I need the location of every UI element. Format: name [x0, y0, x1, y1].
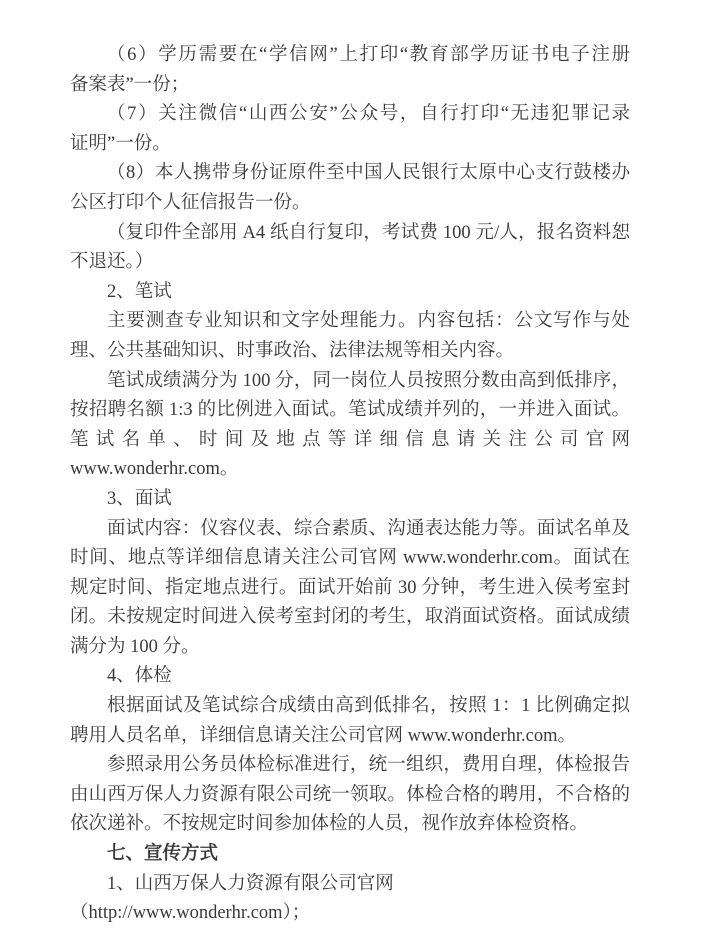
text-line: 证明”一份。: [70, 133, 171, 154]
text-line: 公区打印个人征信报告一份。: [70, 192, 311, 213]
text-line: （6）学历需要在“学信网”上打印“教育部学历证书电子注册: [107, 45, 630, 65]
text-line: 参照录用公务员体检标准进行，统一组织，费用自理，体检报告: [107, 755, 630, 776]
text-line: （复印件全部用 A4 纸自行复印，考试费 100 元/人，报名资料恕: [107, 222, 630, 243]
text-line: 笔试成绩满分为 100 分，同一岗位人员按照分数由高到低排序，: [107, 370, 630, 391]
text-line: （8）本人携带身份证原件至中国人民银行太原中心支行鼓楼办: [107, 163, 630, 184]
text-line: 根据面试及笔试综合成绩由高到低排名，按照 1：1 比例确定拟: [107, 696, 630, 717]
heading-physical-exam: 4、体检: [107, 666, 172, 687]
text-line: 主要测查专业知识和文字处理能力。内容包括：公文写作与处: [107, 311, 630, 332]
text-line: 理、公共基础知识、时事政治、法律法规等相关内容。: [70, 340, 515, 361]
text-line: 时间、地点等详细信息请关注公司官网 www.wonderhr.com。面试在: [70, 548, 630, 569]
text-line: 聘用人员名单，详细信息请关注公司官网 www.wonderhr.com。: [70, 725, 576, 746]
text-line: 由山西万保人力资源有限公司统一领取。体检合格的聘用，不合格的: [70, 784, 630, 805]
heading-written-test: 2、笔试: [107, 281, 172, 302]
heading-interview: 3、面试: [107, 488, 172, 509]
text-line: （7）关注微信“山西公安”公众号，自行打印“无违犯罪记录: [107, 104, 630, 125]
company-website-url: www.wonderhr.com。: [70, 459, 239, 480]
text-line: 备案表”一份；: [70, 74, 190, 95]
company-website-full-url: （http://www.wonderhr.com）；: [70, 903, 311, 924]
heading-publicity-method: 七、宣传方式: [107, 844, 219, 865]
text-line: 满分为 100 分。: [70, 636, 200, 657]
text-line: 笔试名单、时间及地点等详细信息请关注公司官网: [70, 429, 630, 450]
text-line: 面试内容：仪容仪表、综合素质、沟通表达能力等。面试名单及: [107, 518, 630, 539]
text-line: 不退还。）: [70, 252, 154, 273]
text-line: 规定时间、指定地点进行。面试开始前 30 分钟，考生进入侯考室封: [70, 577, 630, 598]
text-line: 闭。未按规定时间进入侯考室封闭的考生，取消面试资格。面试成绩: [70, 607, 630, 628]
text-line: 按招聘名额 1:3 的比例进入面试。笔试成绩并列的，一并进入面试。: [70, 400, 630, 421]
text-line: 依次递补。不按规定时间参加体检的人员，视作放弃体检资格。: [70, 814, 589, 835]
list-item-company-website: 1、山西万保人力资源有限公司官网: [107, 873, 394, 894]
